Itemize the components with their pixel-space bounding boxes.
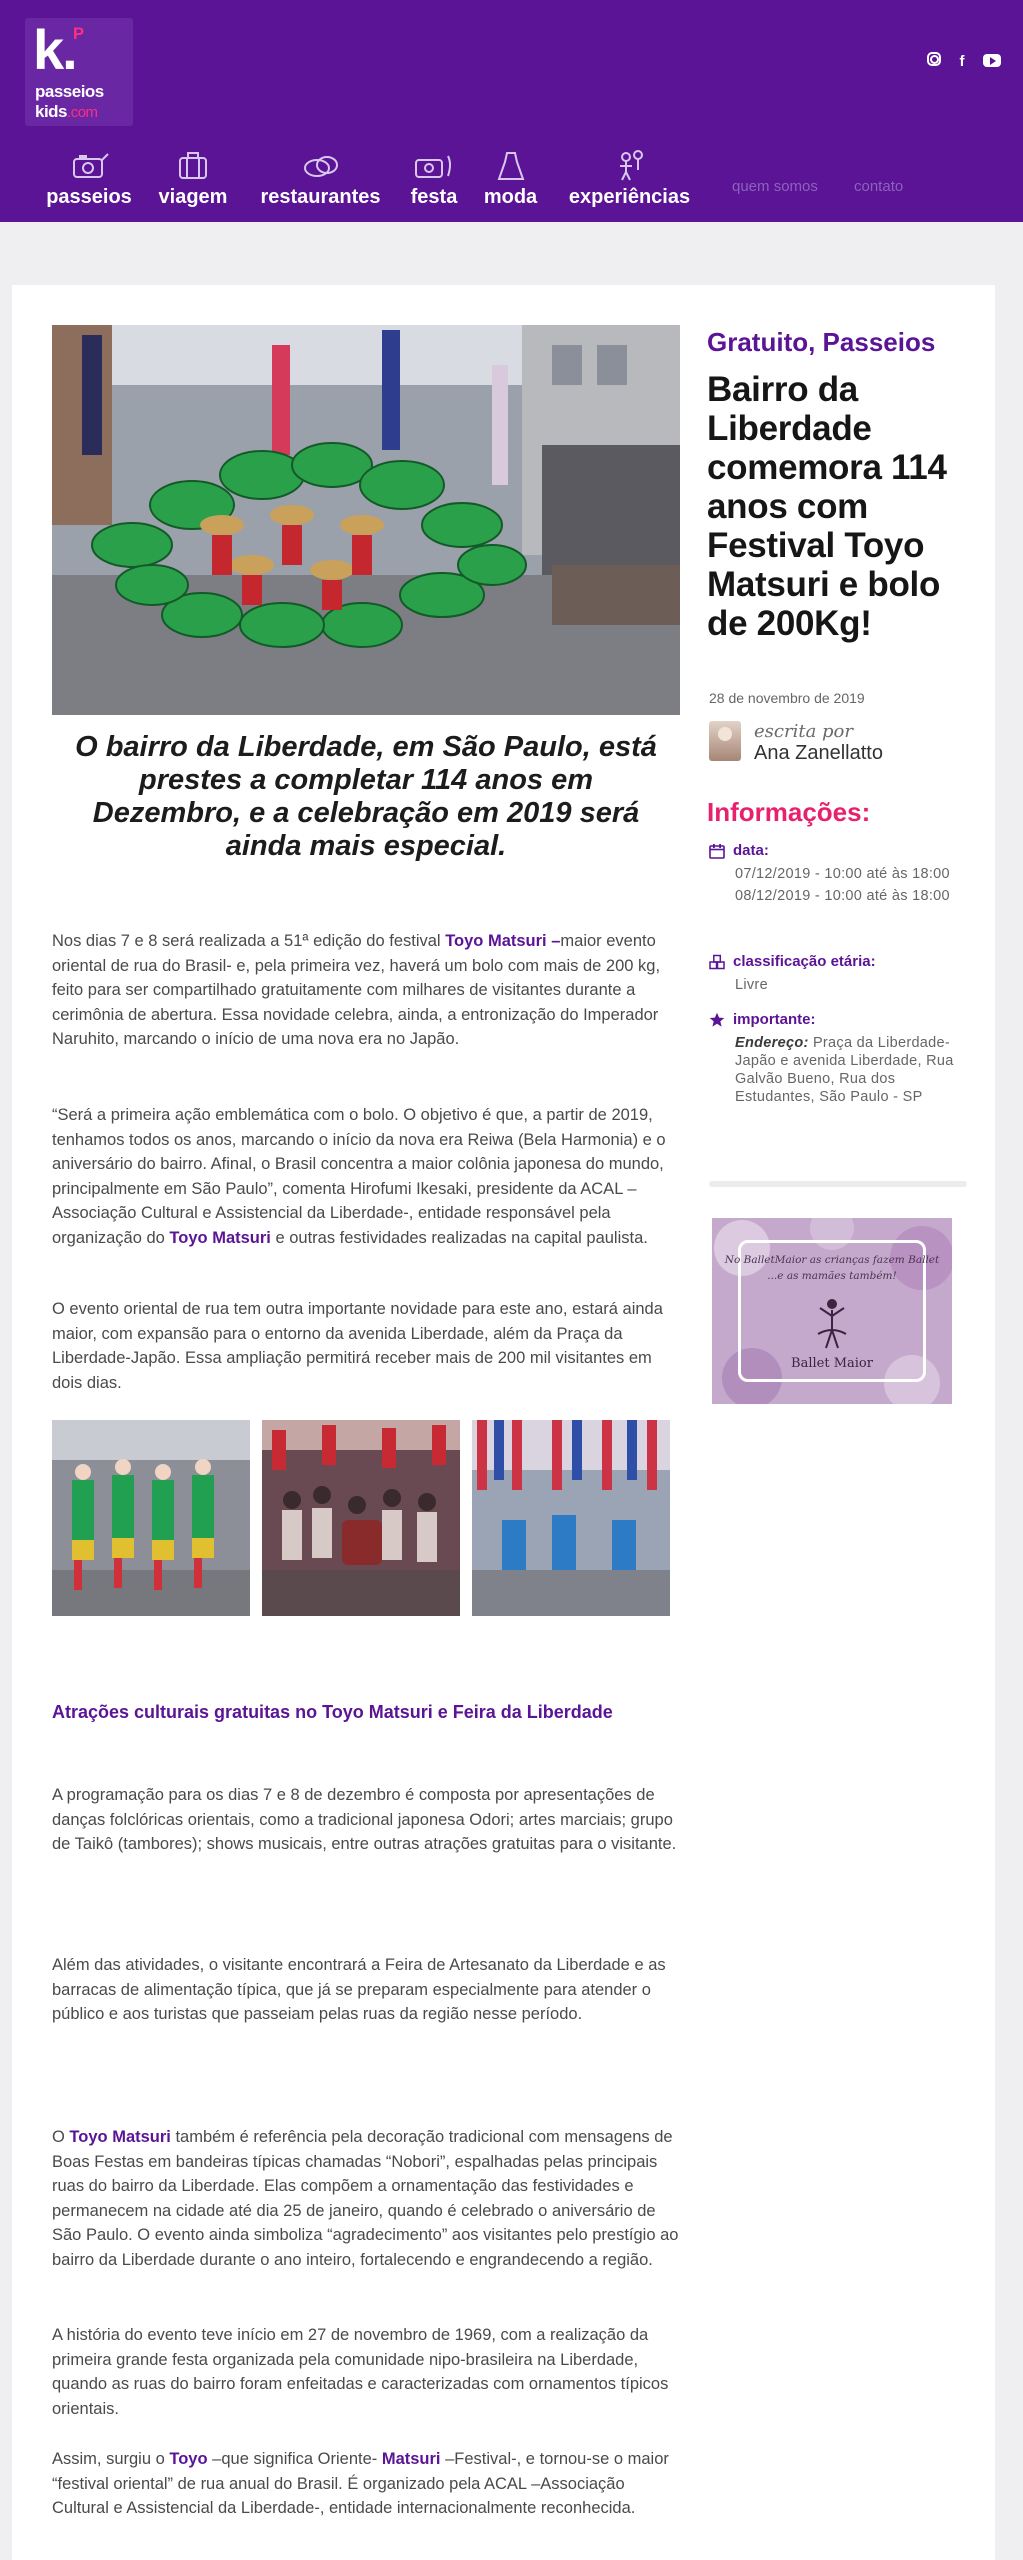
info-rating — [709, 953, 969, 994]
social-links — [927, 52, 1001, 70]
info-rating-value: Livre — [735, 977, 768, 993]
article-lead: O bairro da Liberdade, em São Paulo, está prestes a completar 114 anos em Dezembro, e a celebração em 2019 será ainda mais especial. — [75, 731, 657, 862]
star-icon — [709, 1012, 725, 1028]
nav-item-passeios[interactable]: passeios — [44, 150, 134, 222]
author-name[interactable]: Ana Zanellatto — [754, 742, 883, 764]
ad-brand: Ballet Maior — [791, 1356, 873, 1371]
suitcase-icon — [171, 150, 215, 182]
highlight-toyo-matsuri: Toyo Matsuri – — [445, 932, 561, 950]
logo-mark: P k. — [33, 18, 83, 81]
info-important-label: importante: — [733, 1011, 816, 1028]
info-date-label: data: — [733, 842, 769, 859]
party-icon — [412, 150, 456, 182]
food-icon — [299, 150, 343, 182]
ballet-maior-ad[interactable] — [712, 1218, 952, 1404]
info-date-value-2: 08/12/2019 - 10:00 até às 18:00 — [735, 888, 950, 904]
info-date — [709, 842, 969, 905]
article-paragraph-5: Além das atividades, o visitante encontrará a Feira de Artesanato da Liberdade e as barracas de alimentação típica, que já se preparam especialmente para atender o público e aos turistas que passeiam pelas ruas da região nesse período. — [52, 1956, 666, 2023]
hero-image — [52, 325, 680, 715]
ad-line-1: No BalletMaior as crianças fazem Ballet — [724, 1254, 940, 1266]
ad-line-2: ...e as mamães também! — [767, 1270, 897, 1282]
nav-item-restaurantes[interactable]: restaurantes — [253, 150, 388, 222]
info-heading: Informações: — [707, 797, 871, 827]
ballerina-icon — [812, 1296, 852, 1352]
facebook-icon[interactable]: f — [959, 52, 965, 70]
kids-icon — [608, 150, 652, 182]
article-paragraph-6: O Toyo Matsuri também é referência pela decoração tradicional com mensagens de Boas Festas em bandeiras típicas chamadas “Nobori”, espalhadas pelas principais ruas do bairro da Liberdade. Elas compõem a ornamentação das festividades e permanecem na cidade até dia 25 de janeiro, quando é celebrado o aniversário de São Paulo. O evento ainda simboliza “agradecimento” aos visitantes pelo prestígio ao bairro da Liberdade durante o ano inteiro, fortalecendo e engrandecendo a região. — [52, 2128, 679, 2269]
article-card — [12, 285, 995, 2560]
nav-quem-somos[interactable]: quem somos — [732, 178, 818, 195]
highlight-toyo-matsuri: Toyo Matsuri — [169, 1228, 271, 1247]
blocks-icon — [709, 954, 725, 970]
sidebar-divider — [709, 1181, 967, 1187]
info-important — [709, 1011, 969, 1106]
gallery-image-3[interactable] — [472, 1420, 670, 1616]
nav-item-festa[interactable]: festa — [404, 150, 464, 222]
nav-item-experiencias[interactable]: experiências — [562, 150, 697, 222]
author-by-label: escrita por — [754, 721, 853, 742]
article-date: 28 de novembro de 2019 — [709, 690, 865, 706]
photo-gallery — [52, 1420, 680, 1616]
calendar-icon — [709, 843, 725, 859]
article-title: Bairro da Liberdade comemora 114 anos com Festival Toyo Matsuri e bolo de 200Kg! — [707, 370, 947, 643]
gallery-image-1[interactable] — [52, 1420, 250, 1616]
info-rating-label: classificação etária: — [733, 953, 876, 970]
logo-text-passeios: passeios — [35, 82, 104, 101]
article-paragraph-7: A história do evento teve início em 27 de novembro de 1969, com a realização da primeira grande festa organizada pela comunidade nipo-brasileira na Liberdade, quando as ruas do bairro foram enfeitadas e caracterizadas com ornamentos típicos orientais. — [52, 2326, 669, 2418]
article-categories[interactable]: Gratuito, Passeios — [707, 327, 936, 357]
article-paragraph-8: Assim, surgiu o Toyo –que significa Oriente- Matsuri –Festival-, e tornou-se o maior “festival oriental” de rua anual do Brasil. É organizado pela ACAL –Associação Cultural e Assistencial da Liberdade-, entidade internacionalmente reconhecida. — [52, 2450, 669, 2517]
info-address: Endereço: Praça da Liberdade-Japão e avenida Liberdade, Rua Galvão Bueno, Rua dos Estudantes, São Paulo - SP — [735, 1035, 954, 1105]
instagram-icon[interactable] — [927, 52, 941, 66]
article-paragraph-1: Nos dias 7 e 8 será realizada a 51ª edição do festival Toyo Matsuri –maior evento oriental de rua do Brasil- e, pela primeira vez, haverá um bolo com mais de 200 kg, feito para ser compartilhado gratuitamente com milhares de visitantes durante a cerimônia de abertura. Essa novidade celebra, ainda, a entronização do Imperador Naruhito, marcando o início de uma nova era no Japão. — [52, 932, 661, 1048]
nav-item-viagem[interactable]: viagem — [153, 150, 233, 222]
article-paragraph-3: O evento oriental de rua tem outra importante novidade para este ano, estará ainda maior, com expansão para o entorno da avenida Liberdade, além da Praça da Liberdade-Japão. Essa ampliação permitirá receber mais de 200 mil visitantes em dois dias. — [52, 1300, 663, 1392]
site-header — [0, 0, 1023, 222]
nav-item-moda[interactable]: moda — [478, 150, 543, 222]
highlight-toyo-matsuri: Toyo Matsuri — [69, 2128, 171, 2146]
nav-contato[interactable]: contato — [854, 178, 904, 195]
info-date-value-1: 07/12/2019 - 10:00 até às 18:00 — [735, 866, 950, 882]
section-heading: Atrações culturais gratuitas no Toyo Matsuri e Feira da Liberdade — [52, 1702, 613, 1722]
article-paragraph-4: A programação para os dias 7 e 8 de dezembro é composta por apresentações de danças folclóricas orientais, como a tradicional japonesa Odori; artes marciais; grupo de Taikô (tambores); shows musicais, entre outras atrações gratuitas para o visitante. — [52, 1786, 677, 1853]
camera-icon — [67, 150, 111, 182]
youtube-icon[interactable] — [983, 54, 1001, 67]
article-paragraph-2: “Será a primeira ação emblemática com o bolo. O objetivo é que, a partir de 2019, tenhamos todos os anos, marcando o início da nova era Reiwa (Bela Harmonia) e o aniversário do bairro. Afinal, o Brasil concentra a maior colônia japonesa do mundo, principalmente em São Paulo”, comenta Hirofumi Ikesaki, presidente da ACAL –Associação Cultural e Assistencial da Liberdade-, entidade responsável pela organização do Toyo Matsuri e outras festividades realizadas na capital paulista. — [52, 1106, 666, 1247]
logo-text-kids: kids.com — [35, 102, 98, 121]
site-logo[interactable] — [25, 18, 133, 126]
dress-icon — [489, 150, 533, 182]
gallery-image-2[interactable] — [262, 1420, 460, 1616]
author-avatar — [709, 721, 741, 761]
